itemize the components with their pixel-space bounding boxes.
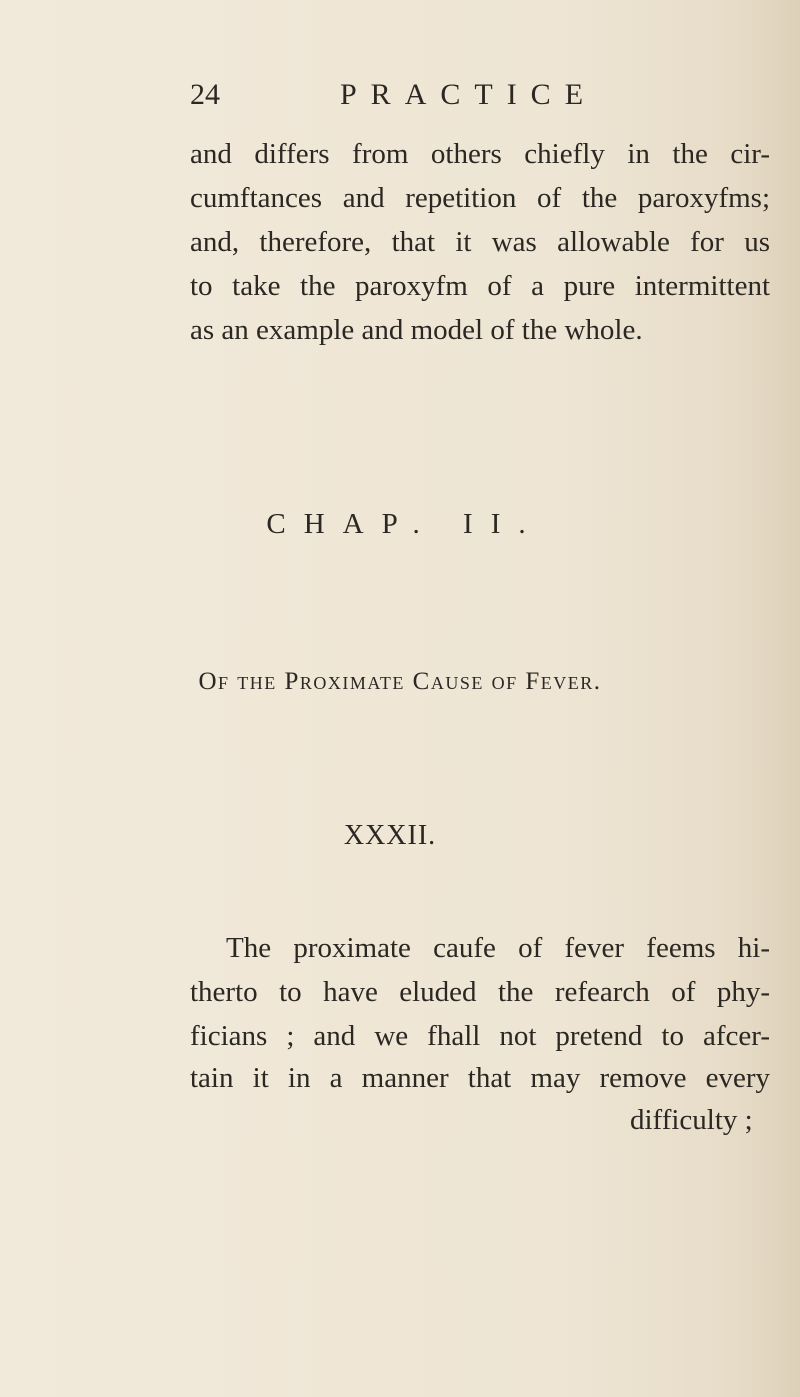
text-line: to take the paroxyfm of a pure intermittent bbox=[190, 270, 770, 302]
text-line: as an example and model of the whole. bbox=[190, 314, 643, 346]
page-header bbox=[190, 78, 690, 118]
page-number: 24 bbox=[190, 78, 220, 111]
text-line: tain it in a manner that may remove every bbox=[190, 1062, 770, 1094]
text-line: therto to have eluded the refearch of phy- bbox=[190, 976, 770, 1008]
text-line: and differs from others chiefly in the cir- bbox=[190, 138, 770, 170]
text-line: and, therefore, that it was allowable for us bbox=[190, 226, 770, 258]
catchword: difficulty ; bbox=[630, 1104, 753, 1136]
text-line: cumftances and repetition of the paroxyfms; bbox=[190, 182, 770, 214]
chapter-heading: CHAP. II. bbox=[266, 508, 544, 540]
text-line: ficians ; and we fhall not pretend to afcer- bbox=[190, 1020, 770, 1052]
section-number: XXXII. bbox=[343, 820, 437, 851]
running-title: PRACTICE bbox=[340, 78, 598, 111]
text-line: The proximate caufe of fever feems hi- bbox=[226, 932, 770, 964]
chapter-title: Of the Proximate Cause of Fever. bbox=[198, 668, 602, 695]
